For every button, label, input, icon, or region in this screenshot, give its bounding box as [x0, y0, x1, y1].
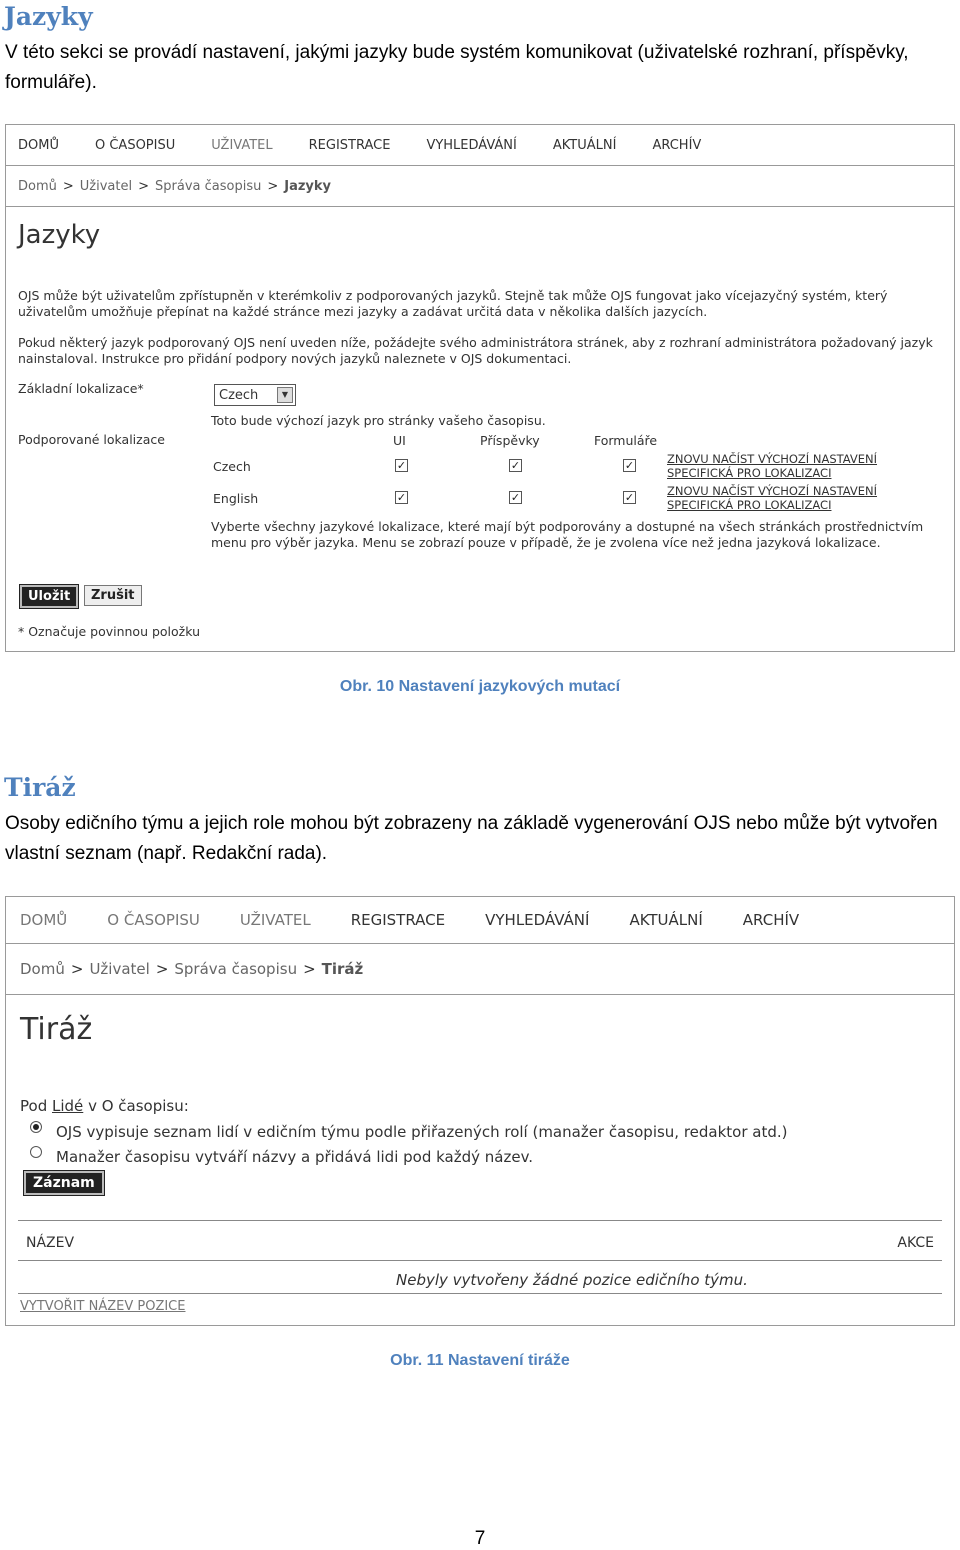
top-nav [6, 897, 954, 944]
reload-defaults-link[interactable] [667, 484, 877, 512]
page-title: Jazyky [18, 220, 101, 250]
nav-home[interactable]: DOMŮ [20, 911, 68, 929]
breadcrumb [6, 166, 954, 207]
intro-text-1: OJS může být uživatelům zpřístupněn v kterémkoliv z podporovaných jazyků. Stejně tak může OJS fungovat jako vícejazyčný systém, který uživatelům umožňuje přepínat na každé stránce mezi jazyky a zadávat určitá data v několika dalších jazycích. [18, 288, 888, 319]
link-line: SPECIFICKÁ PRO LOKALIZACI [667, 466, 832, 480]
save-button[interactable]: Uložit [20, 585, 78, 608]
table-divider-bottom [18, 1293, 942, 1294]
col-submissions: Příspěvky [480, 433, 540, 448]
crumb-current: Jazyky [284, 178, 332, 194]
reload-defaults-link[interactable] [667, 452, 877, 480]
people-prefix: Pod [20, 1097, 48, 1115]
breadcrumb [6, 944, 954, 995]
nav-about[interactable]: O ČASOPISU [107, 911, 200, 929]
nav-register[interactable]: REGISTRACE [308, 137, 391, 153]
page-title: Tiráž [20, 1012, 93, 1047]
table-divider-mid [18, 1260, 942, 1261]
chevron-down-icon: ▼ [277, 387, 293, 403]
required-note: * Označuje povinnou položku [18, 624, 201, 639]
checkbox-forms[interactable]: ✓ [624, 459, 635, 472]
col-ui: UI [393, 433, 406, 448]
crumb-home[interactable]: Domů [20, 960, 65, 978]
nav-register[interactable]: REGISTRACE [350, 911, 446, 929]
nav-user[interactable]: UŽIVATEL [211, 137, 273, 153]
screenshot-tiraz [5, 896, 955, 1326]
top-nav [6, 125, 954, 166]
link-line: ZNOVU NAČÍST VÝCHOZÍ NASTAVENÍ [667, 484, 878, 498]
checkbox-ui[interactable]: ✓ [396, 491, 407, 504]
table-divider-top [18, 1220, 942, 1221]
screenshot-jazyky [5, 124, 955, 652]
crumb-current: Tiráž [321, 960, 364, 978]
nav-user[interactable]: UŽIVATEL [239, 911, 311, 929]
heading-tiraz: Tiráž [4, 773, 76, 802]
figure-caption-10: Obr. 10 Nastavení jazykových mutací [339, 678, 621, 695]
crumb-sep: > [62, 178, 74, 194]
crumb-home[interactable]: Domů [18, 178, 57, 194]
paragraph-tiraz: Osoby edičního týmu a jejich role mohou být zobrazeny na základě vygenerování OJS nebo může být vytvořen vlastní seznam (např. Redakční rada). [5, 813, 938, 864]
link-line: SPECIFICKÁ PRO LOKALIZACI [667, 498, 832, 512]
people-heading [20, 1097, 189, 1115]
record-button[interactable]: Záznam [24, 1171, 104, 1195]
col-name: NÁZEV [26, 1235, 75, 1251]
locale-note: Vyberte všechny jazykové lokalizace, které mají být podporovány a dostupné na všech stránkách prostřednictvím menu pro výběr jazyka. Menu se zobrazí pouze v případě, že je zvolena více než jedna jazyková lokalizace. [211, 519, 924, 550]
paragraph-jazyky: V této sekci se provádí nastavení, jakými jazyky bude systém komunikovat (uživatelské rozhraní, příspěvky, formuláře). [5, 42, 909, 93]
primary-locale-value: Czech [219, 387, 259, 403]
nav-search[interactable]: VYHLEDÁVÁNÍ [426, 137, 517, 153]
primary-locale-hint: Toto bude výchozí jazyk pro stránky vašeho časopisu. [211, 413, 546, 428]
link-line: ZNOVU NAČÍST VÝCHOZÍ NASTAVENÍ [667, 452, 878, 466]
locale-name: English [213, 491, 259, 506]
heading-jazyky: Jazyky [4, 2, 93, 31]
nav-search[interactable]: VYHLEDÁVÁNÍ [485, 911, 590, 929]
crumb-sep: > [70, 960, 84, 978]
checkbox-forms[interactable]: ✓ [624, 491, 635, 504]
option-ojs-list: OJS vypisuje seznam lidí v edičním týmu podle přiřazených rolí (manažer časopisu, redaktor atd.) [56, 1123, 788, 1141]
nav-current[interactable]: AKTUÁLNÍ [552, 137, 617, 153]
crumb-manage[interactable]: Správa časopisu [155, 178, 262, 194]
nav-home[interactable]: DOMŮ [18, 137, 59, 153]
empty-message: Nebyly vytvořeny žádné pozice edičního týmu. [396, 1271, 748, 1289]
crumb-user[interactable]: Uživatel [89, 960, 150, 978]
crumb-sep: > [138, 178, 150, 194]
option-manager-list: Manažer časopisu vytváří názvy a přidává lidi pod každý název. [56, 1148, 534, 1166]
checkbox-submissions[interactable]: ✓ [510, 459, 521, 472]
crumb-manage[interactable]: Správa časopisu [174, 960, 298, 978]
primary-locale-label: Základní lokalizace* [18, 381, 144, 396]
page-number: 7 [474, 1528, 486, 1549]
radio-ojs-list[interactable] [30, 1121, 42, 1133]
crumb-sep: > [267, 178, 279, 194]
primary-locale-select[interactable] [214, 384, 296, 406]
create-position-link[interactable]: VYTVOŘIT NÁZEV POZICE [20, 1299, 186, 1314]
locale-name: Czech [213, 459, 251, 474]
intro-text-2: Pokud některý jazyk podporovaný OJS není uveden níže, požádejte svého administrátora stránek, aby z rozhraní administrátora požadovaný jazyk nainstaloval. Instrukce pro přidání podpory nových jazyků naleznete v OJS dokumentaci. [18, 335, 933, 366]
supported-locales-label: Podporované lokalizace [18, 432, 165, 447]
crumb-user[interactable]: Uživatel [79, 178, 133, 194]
radio-manager-list[interactable] [30, 1146, 42, 1158]
nav-about[interactable]: O ČASOPISU [94, 137, 176, 153]
crumb-sep: > [303, 960, 316, 978]
people-suffix: v O časopisu: [88, 1097, 189, 1115]
checkbox-ui[interactable]: ✓ [396, 459, 407, 472]
people-link[interactable]: Lidé [52, 1097, 84, 1115]
cancel-button[interactable]: Zrušit [84, 585, 142, 606]
nav-archive[interactable]: ARCHÍV [742, 911, 800, 929]
col-forms: Formuláře [594, 433, 658, 448]
crumb-sep: > [155, 960, 169, 978]
nav-archive[interactable]: ARCHÍV [652, 137, 702, 153]
col-action: AKCE [897, 1235, 934, 1251]
checkbox-submissions[interactable]: ✓ [510, 491, 521, 504]
nav-current[interactable]: AKTUÁLNÍ [629, 911, 703, 929]
figure-caption-11: Obr. 11 Nastavení tiráže [390, 1352, 570, 1369]
